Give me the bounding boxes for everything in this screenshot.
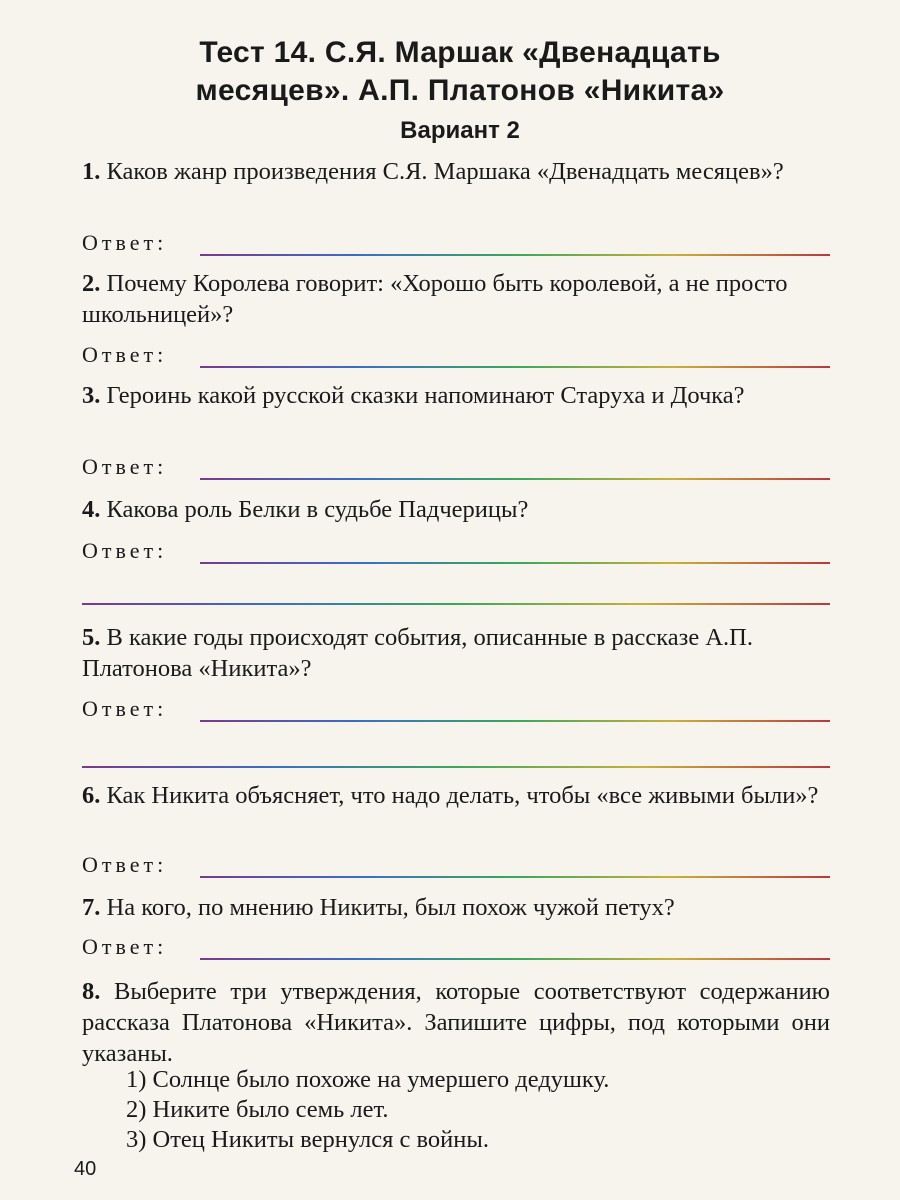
question-text: На кого, по мнению Никиты, был похож чужой петух? <box>106 894 675 921</box>
question-5 <box>82 622 830 684</box>
answer-option-2: 2) Никите было семь лет. <box>126 1096 389 1123</box>
question-1 <box>82 156 830 187</box>
answer-label: Ответ: <box>82 454 168 479</box>
answer-label: Ответ: <box>82 342 168 367</box>
question-number: 3. <box>82 382 101 409</box>
question-text: В какие годы происходят события, описанные в рассказе А.П. Платонова «Никита»? <box>82 624 753 682</box>
question-text: Какова роль Белки в судьбе Падчерицы? <box>106 496 529 523</box>
question-number: 5. <box>82 624 101 651</box>
answer-line <box>200 478 830 480</box>
question-number: 8. <box>82 978 101 1005</box>
question-7 <box>82 892 830 923</box>
answer-label: Ответ: <box>82 852 168 877</box>
answer-field-4[interactable] <box>82 538 830 566</box>
answer-line <box>200 720 830 722</box>
answer-line <box>200 366 830 368</box>
variant-label: Вариант 2 <box>400 117 520 144</box>
answer-label: Ответ: <box>82 934 168 959</box>
question-6 <box>82 780 830 811</box>
answer-field-6[interactable] <box>82 852 830 880</box>
question-3 <box>82 380 830 411</box>
answer-line <box>200 254 830 256</box>
answer-field-5[interactable] <box>82 696 830 724</box>
answer-option-3: 3) Отец Никиты вернулся с войны. <box>126 1126 489 1153</box>
question-number: 4. <box>82 496 101 523</box>
answer-field-2[interactable] <box>82 342 830 370</box>
answer-line <box>200 958 830 960</box>
answer-field-1[interactable] <box>82 230 830 258</box>
question-text: Почему Королева говорит: «Хорошо быть королевой, а не просто школьницей»? <box>82 270 788 328</box>
question-number: 7. <box>82 894 101 921</box>
question-2 <box>82 268 830 330</box>
question-8 <box>82 976 830 1069</box>
question-number: 2. <box>82 270 101 297</box>
question-number: 1. <box>82 158 101 185</box>
answer-extra-line[interactable] <box>82 766 830 768</box>
question-4 <box>82 494 830 525</box>
question-text: Героинь какой русской сказки напоминают Старуха и Дочка? <box>106 382 745 409</box>
answer-line <box>200 876 830 878</box>
answer-label: Ответ: <box>82 230 168 255</box>
question-number: 6. <box>82 782 101 809</box>
answer-field-7[interactable] <box>82 934 830 962</box>
test-title-line-2: месяцев». А.П. Платонов «Никита» <box>195 74 725 107</box>
page-number: 40 <box>74 1158 97 1180</box>
question-text: Каков жанр произведения С.Я. Маршака «Двенадцать месяцев»? <box>106 158 784 185</box>
test-title-block <box>80 34 840 146</box>
answer-label: Ответ: <box>82 538 168 563</box>
answer-line <box>200 562 830 564</box>
answer-field-3[interactable] <box>82 454 830 482</box>
question-text: Выберите три утверждения, которые соответствуют содержанию рассказа Платонова «Никита». Запишите цифры, под которыми они указаны. <box>82 978 830 1067</box>
answer-option-1: 1) Солнце было похоже на умершего дедушку. <box>126 1066 610 1093</box>
test-title-line-1: Тест 14. С.Я. Маршак «Двенадцать <box>199 36 721 69</box>
answer-extra-line[interactable] <box>82 603 830 605</box>
answer-label: Ответ: <box>82 696 168 721</box>
question-text: Как Никита объясняет, что надо делать, чтобы «все живыми были»? <box>106 782 819 809</box>
